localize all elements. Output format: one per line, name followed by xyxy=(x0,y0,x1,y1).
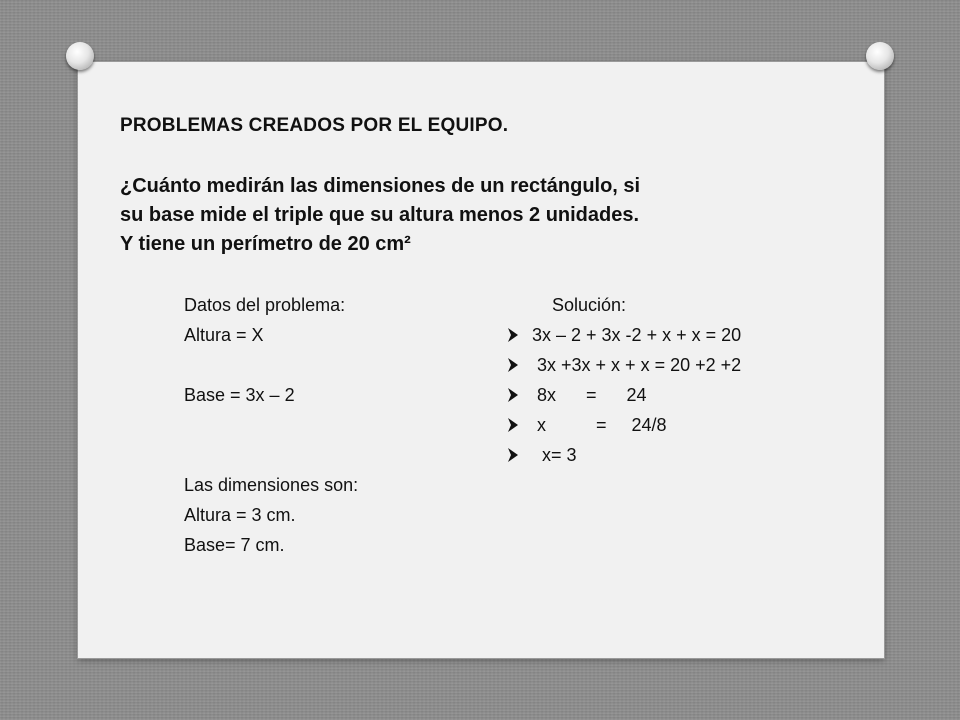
arrow-bullet-icon xyxy=(508,328,518,342)
question-line: ¿Cuánto medirán las dimensiones de un rectángulo, si xyxy=(120,175,641,197)
arrow-bullet-icon xyxy=(508,448,518,462)
step-text: 8x = 24 xyxy=(532,385,647,405)
altura-definition: Altura = X xyxy=(184,325,264,345)
arrow-bullet-icon xyxy=(508,418,518,432)
step-text: x= 3 xyxy=(532,445,577,465)
step-text: x = 24/8 xyxy=(532,415,667,435)
base-result: Base= 7 cm. xyxy=(184,535,285,555)
arrow-bullet-icon xyxy=(508,358,518,372)
solution-step xyxy=(508,380,741,410)
step-text: 3x – 2 + 3x -2 + x + x = 20 xyxy=(532,325,742,345)
problem-data xyxy=(184,290,358,560)
altura-result: Altura = 3 cm. xyxy=(184,505,296,525)
question-line: su base mide el triple que su altura menos 2 unidades. xyxy=(120,204,640,226)
question-line: Y tiene un perímetro de 20 cm² xyxy=(120,233,411,255)
solution-title: Solución: xyxy=(552,295,627,315)
step-text: 3x +3x + x + x = 20 +2 +2 xyxy=(532,355,742,375)
spacer xyxy=(184,350,358,380)
solution-step xyxy=(508,320,741,350)
dimensiones-title: Las dimensiones son: xyxy=(184,475,359,495)
datos-title: Datos del problema: xyxy=(184,295,346,315)
spacer xyxy=(184,410,358,440)
solution-step xyxy=(508,350,741,380)
solution-step xyxy=(508,410,741,440)
solution-steps xyxy=(508,320,741,470)
spacer xyxy=(184,440,358,470)
base-definition: Base = 3x – 2 xyxy=(184,385,295,405)
arrow-bullet-icon xyxy=(508,388,518,402)
problem-question xyxy=(120,172,820,259)
pushpin-icon xyxy=(866,42,894,70)
slide-heading: PROBLEMAS CREADOS POR EL EQUIPO. xyxy=(120,115,509,136)
solution-step xyxy=(508,440,741,470)
pushpin-icon xyxy=(66,42,94,70)
